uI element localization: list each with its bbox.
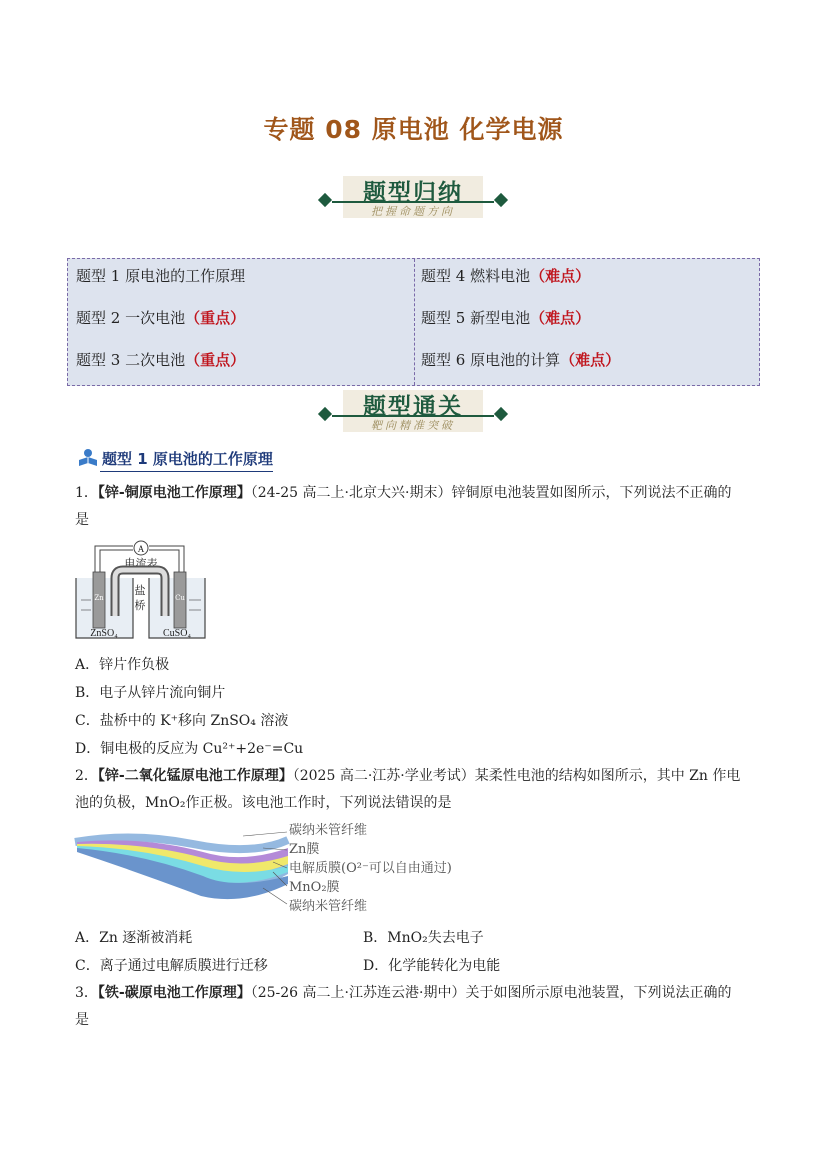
- svg-text:CuSO₄: CuSO₄: [163, 628, 191, 639]
- svg-text:Zn膜: Zn膜: [289, 842, 320, 857]
- section-heading: 题型 1 原电池的工作原理: [78, 448, 273, 469]
- option-b: B．电子从锌片流向铜片: [75, 685, 226, 701]
- svg-text:Zn: Zn: [94, 594, 104, 602]
- topic-item: 题型 2 一次电池（重点）: [76, 309, 246, 327]
- topic-item: 题型 4 燃料电池（难点）: [421, 267, 591, 285]
- option-c: C．盐桥中的 K⁺移向 ZnSO₄ 溶液: [75, 713, 289, 729]
- zn-cu-cell-figure: [73, 538, 207, 644]
- question-2: 2．【锌-二氧化锰原电池工作原理】（2025 高二·江苏·学业考试）某柔性电池的结构如图所示，其中 Zn 作电 池的负极，MnO₂作正极。该电池工作时，下列说法错误的是: [75, 768, 741, 811]
- meter-label: 电流表: [124, 557, 158, 570]
- svg-text:MnO₂膜: MnO₂膜: [289, 880, 340, 895]
- option-d: D．铜电极的反应为 Cu²⁺+2e⁻=Cu: [75, 741, 304, 757]
- banner-main-text: 题型通关: [363, 394, 463, 420]
- question-1: 1．【锌-铜原电池工作原理】（24-25 高二上·北京大兴·期末）锌铜原电池装置如图所示，下列说法不正确的 是: [75, 485, 732, 528]
- student-book-icon: [78, 448, 98, 468]
- flexible-battery-figure: [73, 820, 483, 916]
- topic-list-box: [67, 258, 760, 386]
- page-title: 专题 08 原电池 化学电源: [263, 115, 564, 144]
- svg-text:盐: 盐: [134, 584, 146, 597]
- topic-item: 题型 3 二次电池（重点）: [76, 351, 246, 369]
- ammeter-label: A: [137, 544, 145, 554]
- question-3: 3．【铁-碳原电池工作原理】（25-26 高二上·江苏连云港·期中）关于如图所示原电池装置，下列说法正确的 是: [75, 985, 732, 1028]
- topic-item: 题型 5 新型电池（难点）: [421, 309, 591, 327]
- topic-item: 题型 6 原电池的计算（难点）: [421, 351, 621, 369]
- svg-text:电解质膜(O²⁻可以自由通过): 电解质膜(O²⁻可以自由通过): [289, 861, 452, 876]
- option-b: B．MnO₂失去电子: [363, 930, 484, 946]
- option-a: A．锌片作负极: [75, 657, 170, 673]
- svg-text:桥: 桥: [134, 599, 146, 612]
- option-a: A．Zn 逐渐被消耗: [75, 930, 193, 946]
- banner-main-text: 题型归纳: [363, 180, 463, 206]
- option-d: D．化学能转化为电能: [363, 958, 501, 974]
- banner-sub-text: 靶向精准突破: [371, 419, 455, 432]
- svg-text:碳纳米管纤维: 碳纳米管纤维: [289, 899, 368, 914]
- topic-item: 题型 1 原电池的工作原理: [76, 267, 246, 285]
- svg-text:碳纳米管纤维: 碳纳米管纤维: [289, 823, 368, 838]
- banner-sub-text: 把握命题方向: [371, 205, 455, 218]
- option-c: C．离子通过电解质膜进行迁移: [75, 958, 268, 974]
- banner-practice: [318, 386, 508, 436]
- svg-text:ZnSO₄: ZnSO₄: [90, 628, 118, 639]
- svg-text:Cu: Cu: [175, 594, 185, 602]
- banner-summary: [318, 172, 508, 222]
